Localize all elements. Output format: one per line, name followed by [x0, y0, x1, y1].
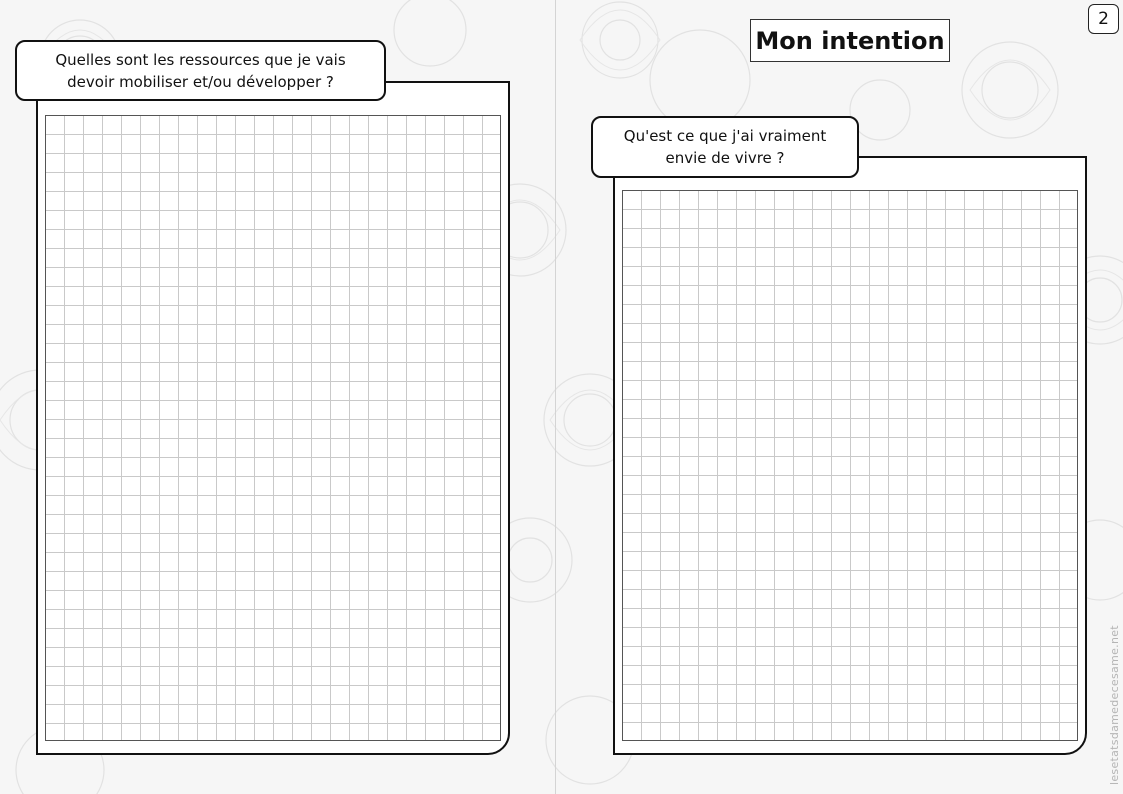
- left-question-bubble: [15, 40, 386, 101]
- left-question-line-1: Quelles sont les ressources que je vais: [55, 50, 346, 69]
- page-title: Mon intention: [750, 19, 950, 62]
- left-question-line-2: devoir mobiliser et/ou développer ?: [67, 72, 334, 91]
- page-number-badge: 2: [1088, 4, 1119, 34]
- page-gutter: [555, 0, 556, 794]
- right-question-line-2: envie de vivre ?: [665, 149, 785, 167]
- right-writing-grid[interactable]: [622, 190, 1078, 741]
- left-writing-grid[interactable]: [45, 115, 501, 741]
- site-watermark: lesetatsdamedecesame.net: [1108, 625, 1121, 785]
- right-question-bubble: [591, 116, 859, 178]
- right-question-line-1: Qu'est ce que j'ai vraiment: [623, 127, 827, 145]
